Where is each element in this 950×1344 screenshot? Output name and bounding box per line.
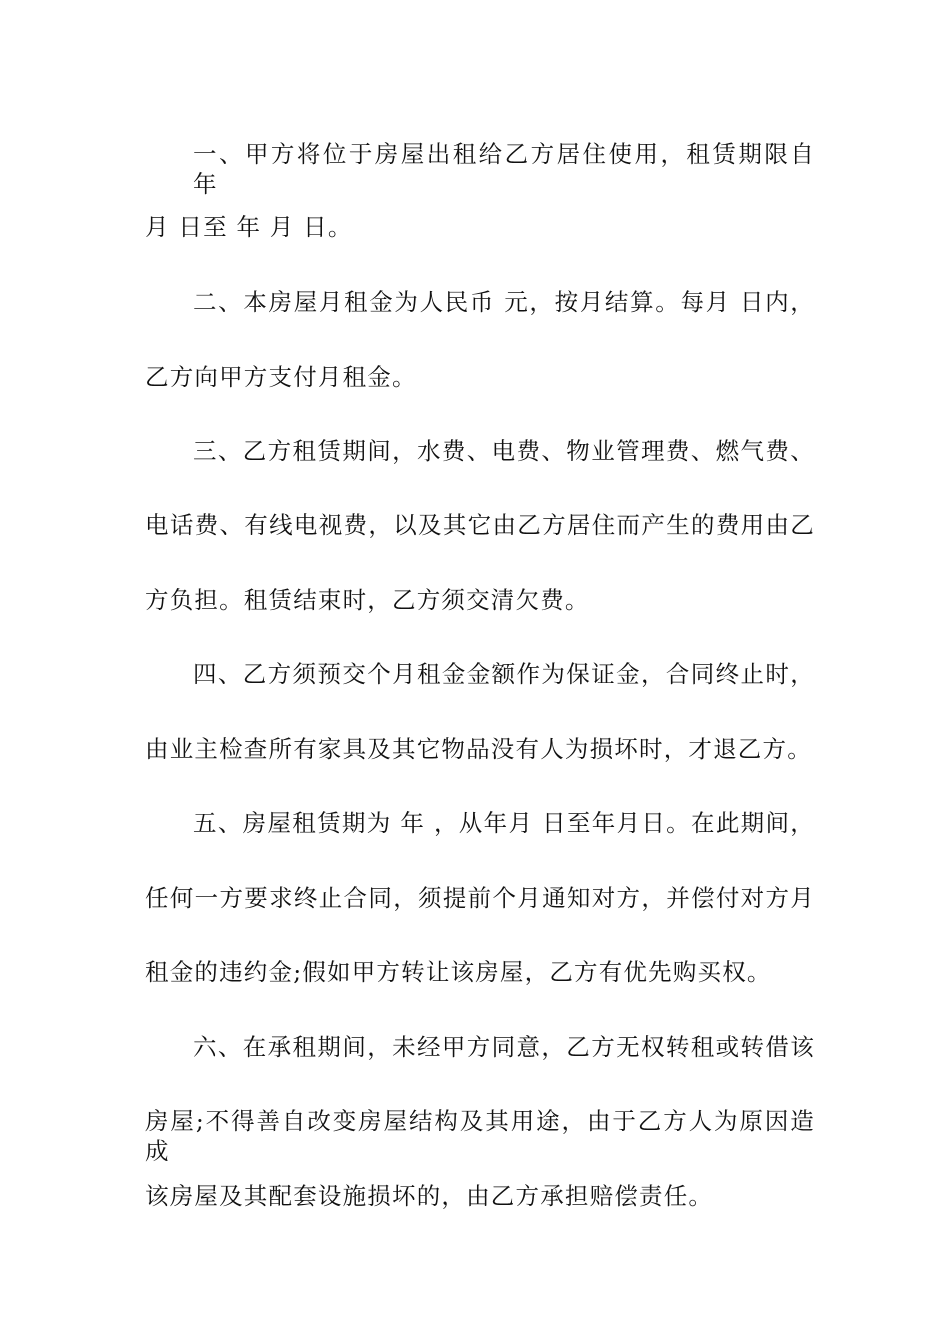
clause-3-line-3: 方负担。租赁结束时，乙方须交清欠费。 (145, 586, 590, 614)
clause-6-line-1: 六、在承租期间，未经甲方同意，乙方无权转租或转借该 (193, 1033, 815, 1061)
clause-4-line-1: 四、乙方须预交个月租金金额作为保证金，合同终止时， (193, 660, 815, 688)
clause-1-line-1: 一、甲方将位于房屋出租给乙方居住使用，租赁期限自 年 (193, 140, 815, 198)
clause-4-line-2: 由业主检查所有家具及其它物品没有人为损坏时，才退乙方。 (145, 735, 812, 763)
clause-2-line-2: 乙方向甲方支付月租金。 (145, 363, 417, 391)
clause-5-line-2: 任何一方要求终止合同，须提前个月通知对方，并偿付对方月 (145, 884, 815, 912)
clause-1-line-2: 月 日至 年 月 日。 (145, 213, 353, 241)
clause-5-line-3: 租金的违约金;假如甲方转让该房屋，乙方有优先购买权。 (145, 958, 772, 986)
clause-3-line-1: 三、乙方租赁期间，水费、电费、物业管理费、燃气费、 (193, 437, 815, 465)
clause-2-line-1: 二、本房屋月租金为人民币 元，按月结算。每月 日内， (193, 288, 815, 316)
clause-5-line-1: 五、房屋租赁期为 年 ，从年月 日至年月日。在此期间， (193, 809, 815, 837)
clause-3-line-2: 电话费、有线电视费，以及其它由乙方居住而产生的费用由乙 (145, 511, 815, 539)
clause-6-line-3: 该房屋及其配套设施损坏的，由乙方承担赔偿责任。 (145, 1182, 714, 1210)
clause-6-line-2: 房屋;不得善自改变房屋结构及其用途，由于乙方人为原因造成 (145, 1107, 815, 1165)
